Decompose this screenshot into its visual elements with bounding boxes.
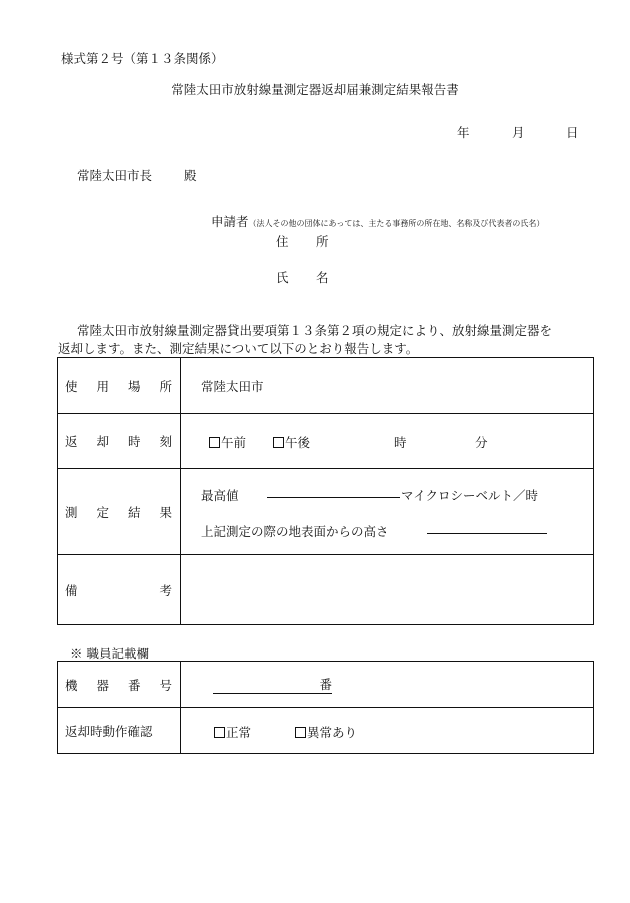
staff-table	[57, 661, 594, 754]
reference-mark: ※	[70, 646, 83, 661]
document-title: 常陸太田市放射線量測定器返却届兼測定結果報告書	[171, 82, 459, 97]
location-row	[58, 358, 594, 414]
applicant-note: （法人その他の団体にあっては、主たる事務所の所在地、名称及び代表者の氏名）	[248, 219, 545, 228]
return-time-label: 返 却 時 刻	[65, 434, 172, 449]
device-number-field[interactable]	[181, 662, 594, 708]
date-year: 年	[457, 125, 470, 140]
operation-check-label: 返却時動作確認	[65, 723, 153, 739]
return-time-field	[181, 414, 594, 469]
max-value-input[interactable]	[267, 486, 400, 498]
location-value[interactable]: 常陸太田市	[181, 358, 594, 414]
results-row	[58, 469, 594, 555]
form-number: 様式第２号（第１３条関係）	[61, 51, 224, 66]
abnormal-checkbox[interactable]: 異常あり	[295, 723, 357, 741]
device-number-input[interactable]: 番	[213, 675, 332, 694]
return-time-row	[58, 414, 594, 469]
addressee-honorific: 殿	[184, 168, 197, 183]
date-month: 月	[512, 125, 525, 140]
name-label-1: 氏	[276, 270, 289, 285]
height-label: 上記測定の際の地表面からの高さ	[201, 523, 389, 539]
minute-label: 分	[475, 435, 488, 450]
applicant-label: 申請者	[211, 214, 249, 229]
remarks-field[interactable]	[181, 555, 594, 625]
results-field	[181, 469, 594, 555]
address-label-2: 所	[316, 234, 329, 249]
hour-label: 時	[394, 435, 407, 450]
staff-section-title: ※ 職員記載欄	[70, 646, 150, 661]
operation-check-row	[58, 708, 594, 754]
remarks-row	[58, 555, 594, 625]
am-checkbox[interactable]: 午前	[209, 433, 246, 451]
device-number-row	[58, 662, 594, 708]
date-day: 日	[566, 125, 579, 140]
unit-label: マイクロシーベルト／時	[401, 487, 539, 503]
address-label-1: 住	[276, 234, 289, 249]
height-input[interactable]	[427, 522, 547, 534]
report-table	[57, 357, 594, 625]
addressee-name: 常陸太田市長	[77, 168, 153, 183]
device-number-label: 機 器 番 号	[65, 677, 172, 693]
name-label-2: 名	[316, 270, 329, 285]
body-text-line1: 常陸太田市放射線量測定器貸出要項第１３条第２項の規定により、放射線量測定器を	[77, 323, 553, 338]
body-text-line2: 返却します。また、測定結果について以下のとおり報告します。	[58, 341, 419, 356]
remarks-label: 備 考	[65, 582, 172, 598]
results-label: 測 定 結 果	[65, 504, 172, 520]
operation-check-field	[181, 708, 594, 754]
normal-checkbox[interactable]: 正常	[214, 723, 251, 741]
pm-checkbox[interactable]: 午後	[273, 433, 310, 451]
applicant-section	[211, 212, 544, 230]
max-value-label: 最高値	[201, 487, 239, 503]
location-label: 使 用 場 所	[65, 378, 172, 394]
